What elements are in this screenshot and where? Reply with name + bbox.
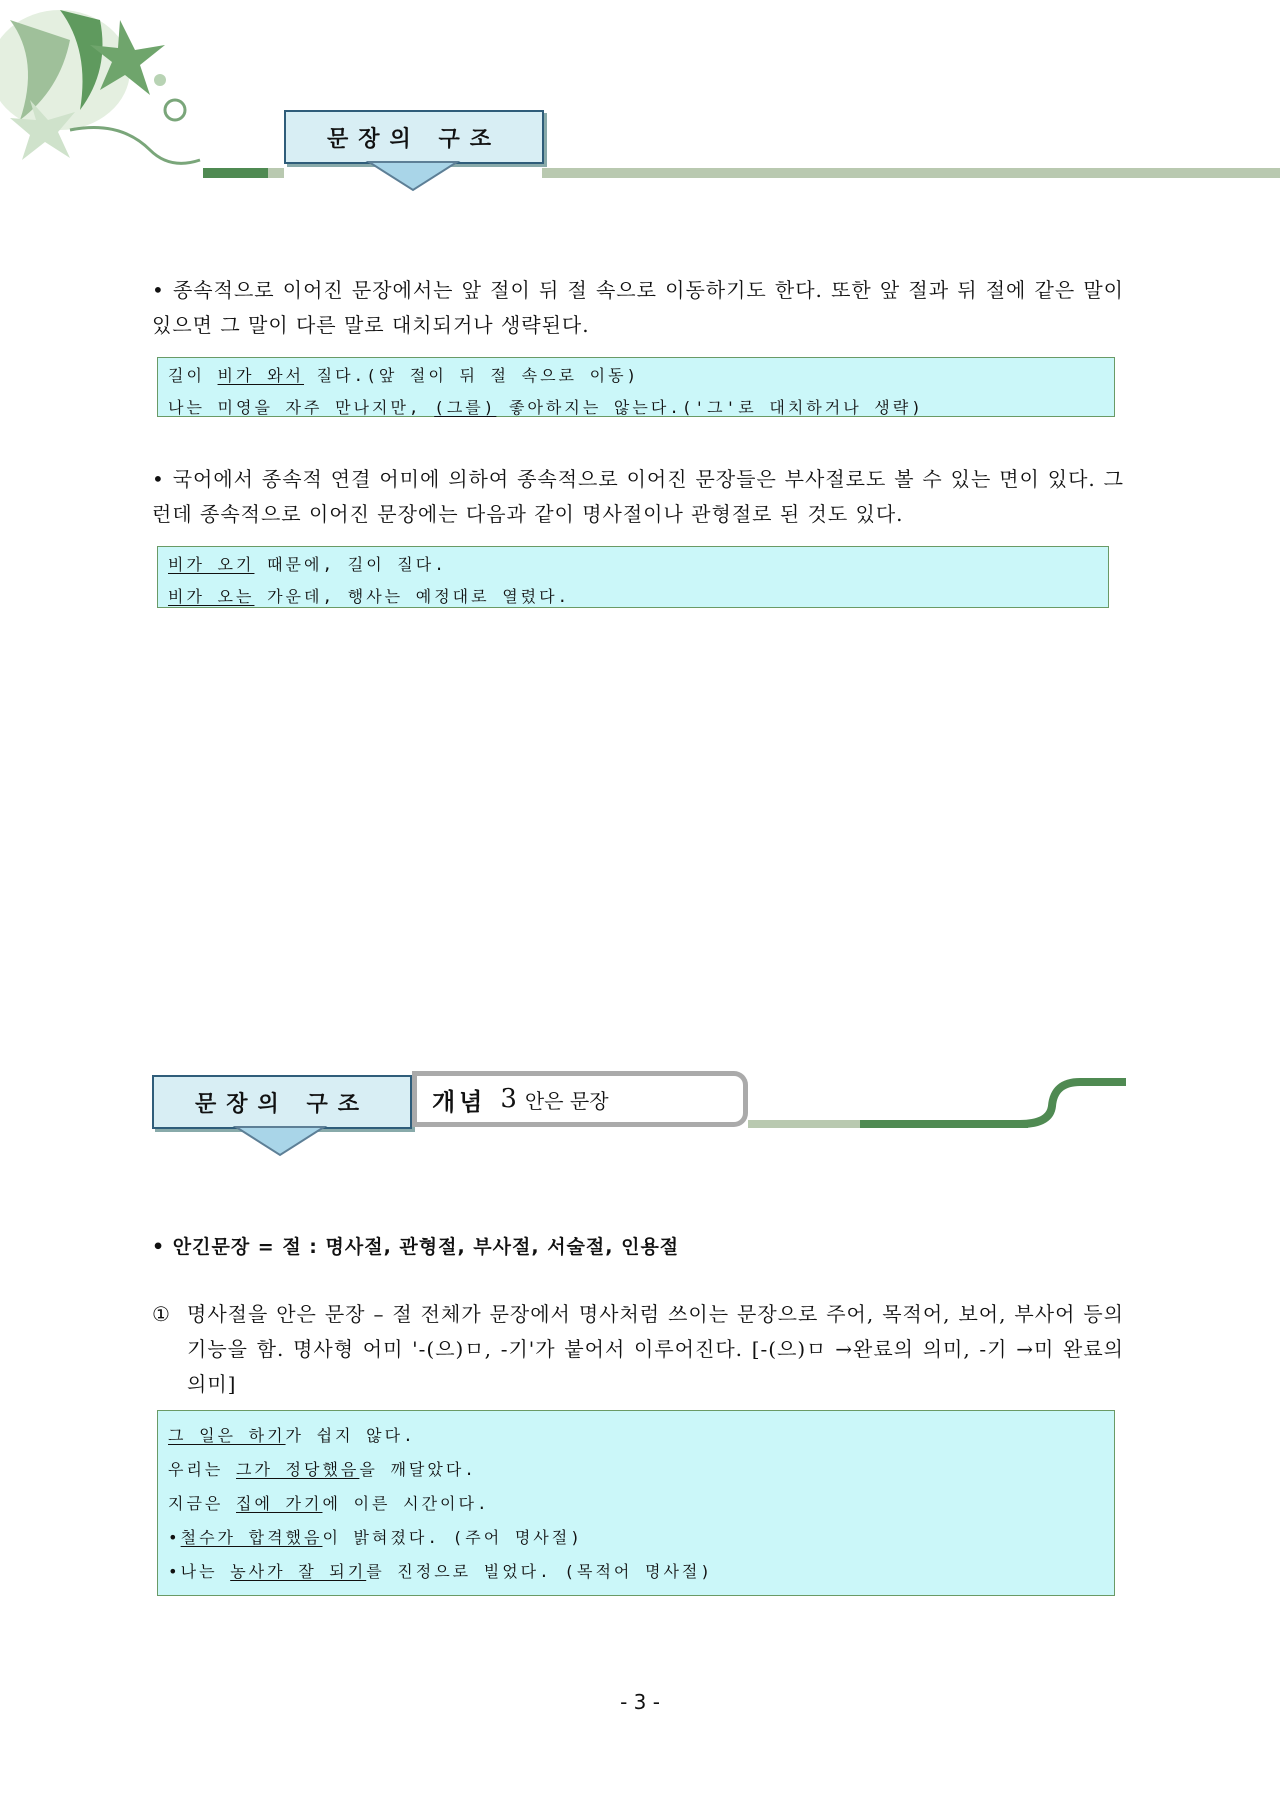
example-line xyxy=(168,1555,1104,1589)
example-text: 이 밝혀졌다. (주어 명사절) xyxy=(322,1528,583,1547)
example-line xyxy=(168,1521,1104,1555)
example-text: 에 이른 시간이다. xyxy=(322,1494,490,1513)
underlined-clause: 농사가 잘 되기 xyxy=(230,1562,367,1581)
underlined-clause: 철수가 합격했음 xyxy=(180,1528,323,1547)
underlined-clause: 비가 오기 xyxy=(168,555,255,574)
example-text: 우리는 xyxy=(168,1460,237,1479)
example-line xyxy=(168,1453,1104,1487)
header-rule-light-right xyxy=(542,168,1280,178)
embedded-clause-summary: • 안긴문장 = 절 : 명사절, 관형절, 부사절, 서술절, 인용절 xyxy=(152,1236,680,1258)
example-box-3 xyxy=(157,1410,1115,1596)
concept-label: 개념 xyxy=(432,1087,487,1116)
example-line xyxy=(168,392,1104,424)
section2-title-box xyxy=(152,1075,412,1129)
paragraph-text: 국어에서 종속적 연결 어미에 의하여 종속적으로 이어진 문장들은 부사절로도 볼 수 있는 면이 있다. 그런데 종속적으로 이어진 문장에는 다음과 같이 명사절이나 관형절로 된 것도 있다. xyxy=(152,467,1125,526)
floral-decoration-icon xyxy=(0,0,210,185)
item1-text: 명사절을 안은 문장 – 절 전체가 문장에서 명사처럼 쓰이는 문장으로 주어, 목적어, 보어, 부사어 등의 기능을 함. 명사형 어미 '-(으)ㅁ, -기'가 붙어서 이루어진다. [-(으)ㅁ →완료의 의미, -기 →미 완료의 의미] xyxy=(187,1302,1124,1396)
underlined-clause: 집에 가기 xyxy=(236,1494,323,1513)
example-text: 지금은 xyxy=(168,1494,237,1513)
example-text: 가 쉽지 않다. xyxy=(285,1426,416,1445)
section2-curve-icon xyxy=(1020,1076,1126,1128)
example-line xyxy=(168,1487,1104,1521)
example-line xyxy=(168,581,1098,613)
section2-title: 문장의 구조 xyxy=(195,1091,369,1117)
example-line xyxy=(168,1419,1104,1453)
underlined-clause: 비가 와서 xyxy=(217,366,305,385)
concept-box-left-edge xyxy=(412,1076,417,1122)
example-text: 좋아하지는 않는다.('그'로 대치하거나 생략) xyxy=(496,398,924,417)
example-text: 길이 xyxy=(168,366,218,385)
example-text: •나는 xyxy=(168,1562,231,1581)
concept-heading-box xyxy=(412,1071,748,1127)
example-line xyxy=(168,360,1104,392)
example-text: 나는 미영을 자주 만나지만, xyxy=(168,398,435,417)
section2-rule-dark xyxy=(860,1120,1028,1128)
example-line xyxy=(168,549,1098,581)
item1-marker: ① xyxy=(152,1302,171,1326)
example-text: 을 깨달았다. xyxy=(359,1460,477,1479)
section2-rule-light xyxy=(748,1120,860,1128)
underlined-clause: 그가 정당했음 xyxy=(236,1460,360,1479)
section1-paragraph-1 xyxy=(152,273,1124,343)
header-rule-dark xyxy=(203,168,268,178)
bullet: • xyxy=(152,467,165,491)
example-box-1 xyxy=(157,357,1115,417)
section1-paragraph-2 xyxy=(152,462,1124,532)
paragraph-text: 종속적으로 이어진 문장에서는 앞 절이 뒤 절 속으로 이동하기도 한다. 또한 앞 절과 뒤 절에 같은 말이 있으면 그 말이 다른 말로 대치되거나 생략된다. xyxy=(152,278,1124,337)
concept-number: 3 xyxy=(500,1084,517,1114)
header-rule-light-left xyxy=(268,168,284,178)
header-title-box xyxy=(284,110,544,164)
example-box-2 xyxy=(157,546,1109,608)
section2-arrow-icon xyxy=(232,1125,328,1157)
underlined-clause: 그 일은 하기 xyxy=(168,1426,286,1445)
example-text: • xyxy=(168,1528,181,1547)
page-number: - 3 - xyxy=(620,1690,660,1714)
header-title: 문장의 구조 xyxy=(327,126,501,152)
bullet: • xyxy=(152,278,165,302)
header-arrow-icon xyxy=(365,160,461,192)
underlined-clause: (그를) xyxy=(434,398,497,417)
example-text: 를 진정으로 빌었다. (목적어 명사절) xyxy=(366,1562,714,1581)
example-text: 가운데, 행사는 예정대로 열렸다. xyxy=(254,587,571,606)
underlined-clause: 비가 오는 xyxy=(168,587,255,606)
example-text: 때문에, 길이 질다. xyxy=(254,555,447,574)
concept-title: 안은 문장 xyxy=(524,1088,609,1113)
example-text: 질다.(앞 절이 뒤 절 속으로 이동) xyxy=(304,366,640,385)
